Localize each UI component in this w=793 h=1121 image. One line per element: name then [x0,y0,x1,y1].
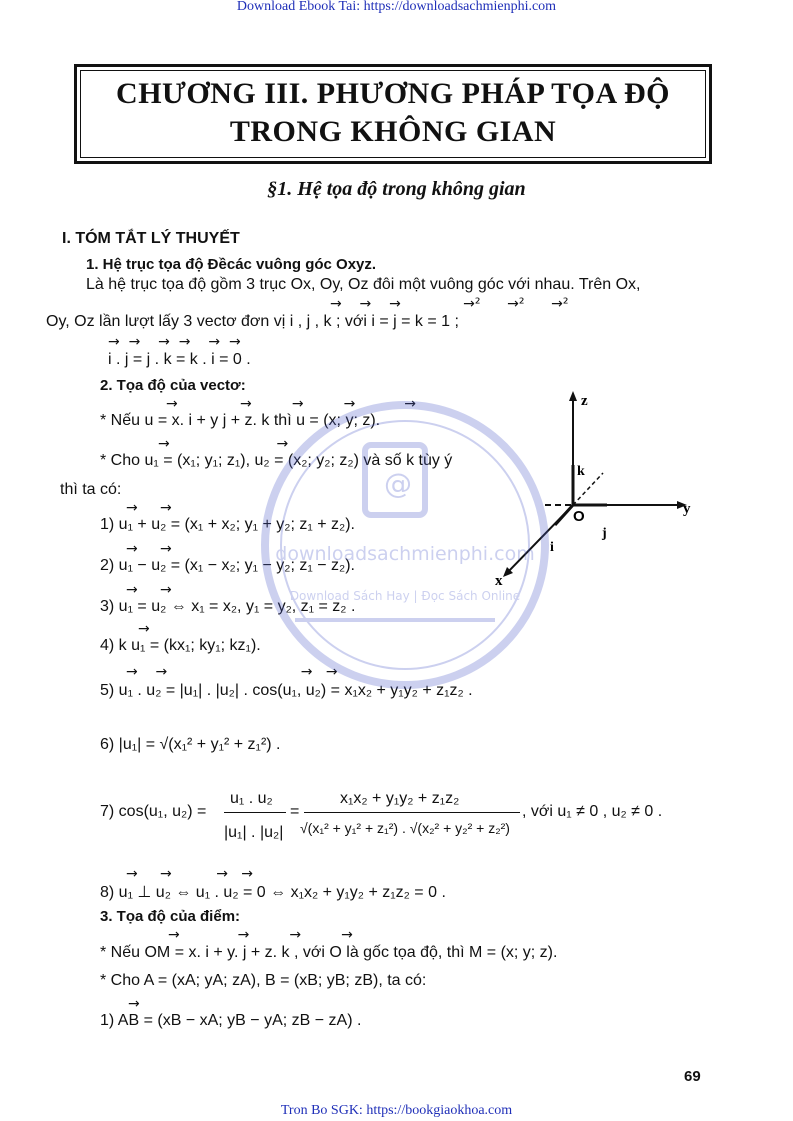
i-vector [555,505,573,525]
formula-2: 2) u₁ − u₂ = (x₁ − x₂; y₁ − y₂; z₁ − z₂). [100,557,355,574]
vector-arrows: → → → → [126,866,254,882]
formula-1: 1) u₁ + u₂ = (x₁ + x₂; y₁ + y₂; z₁ + z₂). [100,516,355,533]
vector-arrows: → → [126,541,172,557]
formula-7-condition: , với u₁ ≠ 0 , u₂ ≠ 0 . [522,803,663,820]
sub3-heading: 3. Tọa độ của điểm: [100,908,241,925]
formula-5: 5) u₁ . u₂ = |u₁| . |u₂| . cos(u₁, u₂) = x₁x₂ + y₁y₂ + z₁z₂ . [100,682,473,699]
vector-arrows: → → → →² →² →² [330,296,569,312]
vector-arrows: → → [126,582,172,598]
vector-arrows: → → → → → → [108,334,241,350]
z-label: z [581,393,588,409]
chapter-title-line1: CHƯƠNG III. PHƯƠNG PHÁP TỌA ĐỘ [116,77,670,110]
sub3-line2: * Cho A = (xA; yA; zA), B = (xB; yB; zB), ta có: [100,972,427,989]
page-number: 69 [684,1068,701,1085]
vector-arrows: → → [126,500,172,516]
k-label: k [577,464,585,479]
sub1-line3: i . j = j . k = k . i = 0 . [108,351,251,368]
x-label: x [495,573,503,585]
sub2-heading: 2. Tọa độ của vectơ: [100,377,246,394]
fraction-bar [304,812,520,813]
vector-arrows: → → → → → [166,396,417,412]
vector-arrows: → → → → [168,927,353,943]
sub2-line1: * Nếu u = x. i + y j + z. k thì u = (x; y; z). [100,412,381,429]
watermark-tagline: Download Sách Hay | Đọc Sách Online [289,589,521,603]
chapter-title-box [74,64,712,164]
formula-7-den1: |u₁| . |u₂| [224,824,284,841]
z-arrowhead [569,391,577,401]
formula-7-label: 7) cos(u₁, u₂) = [100,803,207,820]
equals-sign: = [290,803,300,820]
sub1-line1: Là hệ trục tọa độ gồm 3 trục Ox, Oy, Oz đôi một vuông góc với nhau. Trên Ox, [86,276,641,293]
fraction-bar [224,812,286,813]
watermark [255,395,555,695]
at-icon: @ [384,467,412,500]
vector-arrows: → → → → [126,664,338,680]
origin-label: O [573,508,585,525]
formula-8: 8) u₁ ⊥ u₂ ⇔ u₁ . u₂ = 0 ⇔ x₁x₂ + y₁y₂ + z₁z₂ = 0 . [100,884,446,901]
formula-4: 4) k u₁ = (kx₁; ky₁; kz₁). [100,637,261,654]
sub2-line2: * Cho u₁ = (x₁; y₁; z₁), u₂ = (x₂; y₂; z₂) và số k tùy ý [100,452,453,469]
vector-arrows: → [128,996,140,1012]
formula-6: 6) |u₁| = √(x₁² + y₁² + z₁²) . [100,736,281,753]
vector-arrows: → [138,621,150,637]
sub2-line3: thì ta có: [60,481,122,498]
formula-7-num2: x₁x₂ + y₁y₂ + z₁z₂ [340,790,460,807]
watermark-site: downloadsachmienphi.com [275,543,535,565]
sub3-line1: * Nếu OM = x. i + y. j + z. k , với O là gốc tọa độ, thì M = (x; y; z). [100,944,558,961]
footer-link[interactable]: Tron Bo SGK: https://bookgiaokhoa.com [280,1103,513,1118]
vector-arrows: → → [158,436,289,452]
section-title: §1. Hệ tọa độ trong không gian [267,178,526,200]
formula-7-den2: √(x₁² + y₁² + z₁²) . √(x₂² + y₂² + z₂²) [300,820,510,836]
sub3-line3: 1) AB = (xB − xA; yB − yA; zB − zA) . [100,1012,362,1029]
j-label: j [602,526,607,541]
formula-3: 3) u₁ = u₂ ⇔ x₁ = x₂, y₁ = y₂, z₁ = z₂ . [100,598,356,615]
formula-7-num1: u₁ . u₂ [230,790,273,807]
sub1-line2: Oy, Oz lần lượt lấy 3 vectơ đơn vị i , j , k ; với i = j = k = 1 ; [46,313,459,330]
header-link[interactable]: Download Ebook Tai: https://downloadsachmienphi.com [236,0,557,14]
part-heading: I. TÓM TẮT LÝ THUYẾT [62,230,240,247]
chapter-title-line2: TRONG KHÔNG GIAN [229,115,557,148]
sub1-heading: 1. Hệ trục tọa độ Đềcác vuông góc Oxyz. [86,256,377,273]
i-label: i [550,540,554,555]
y-label: y [683,501,691,517]
